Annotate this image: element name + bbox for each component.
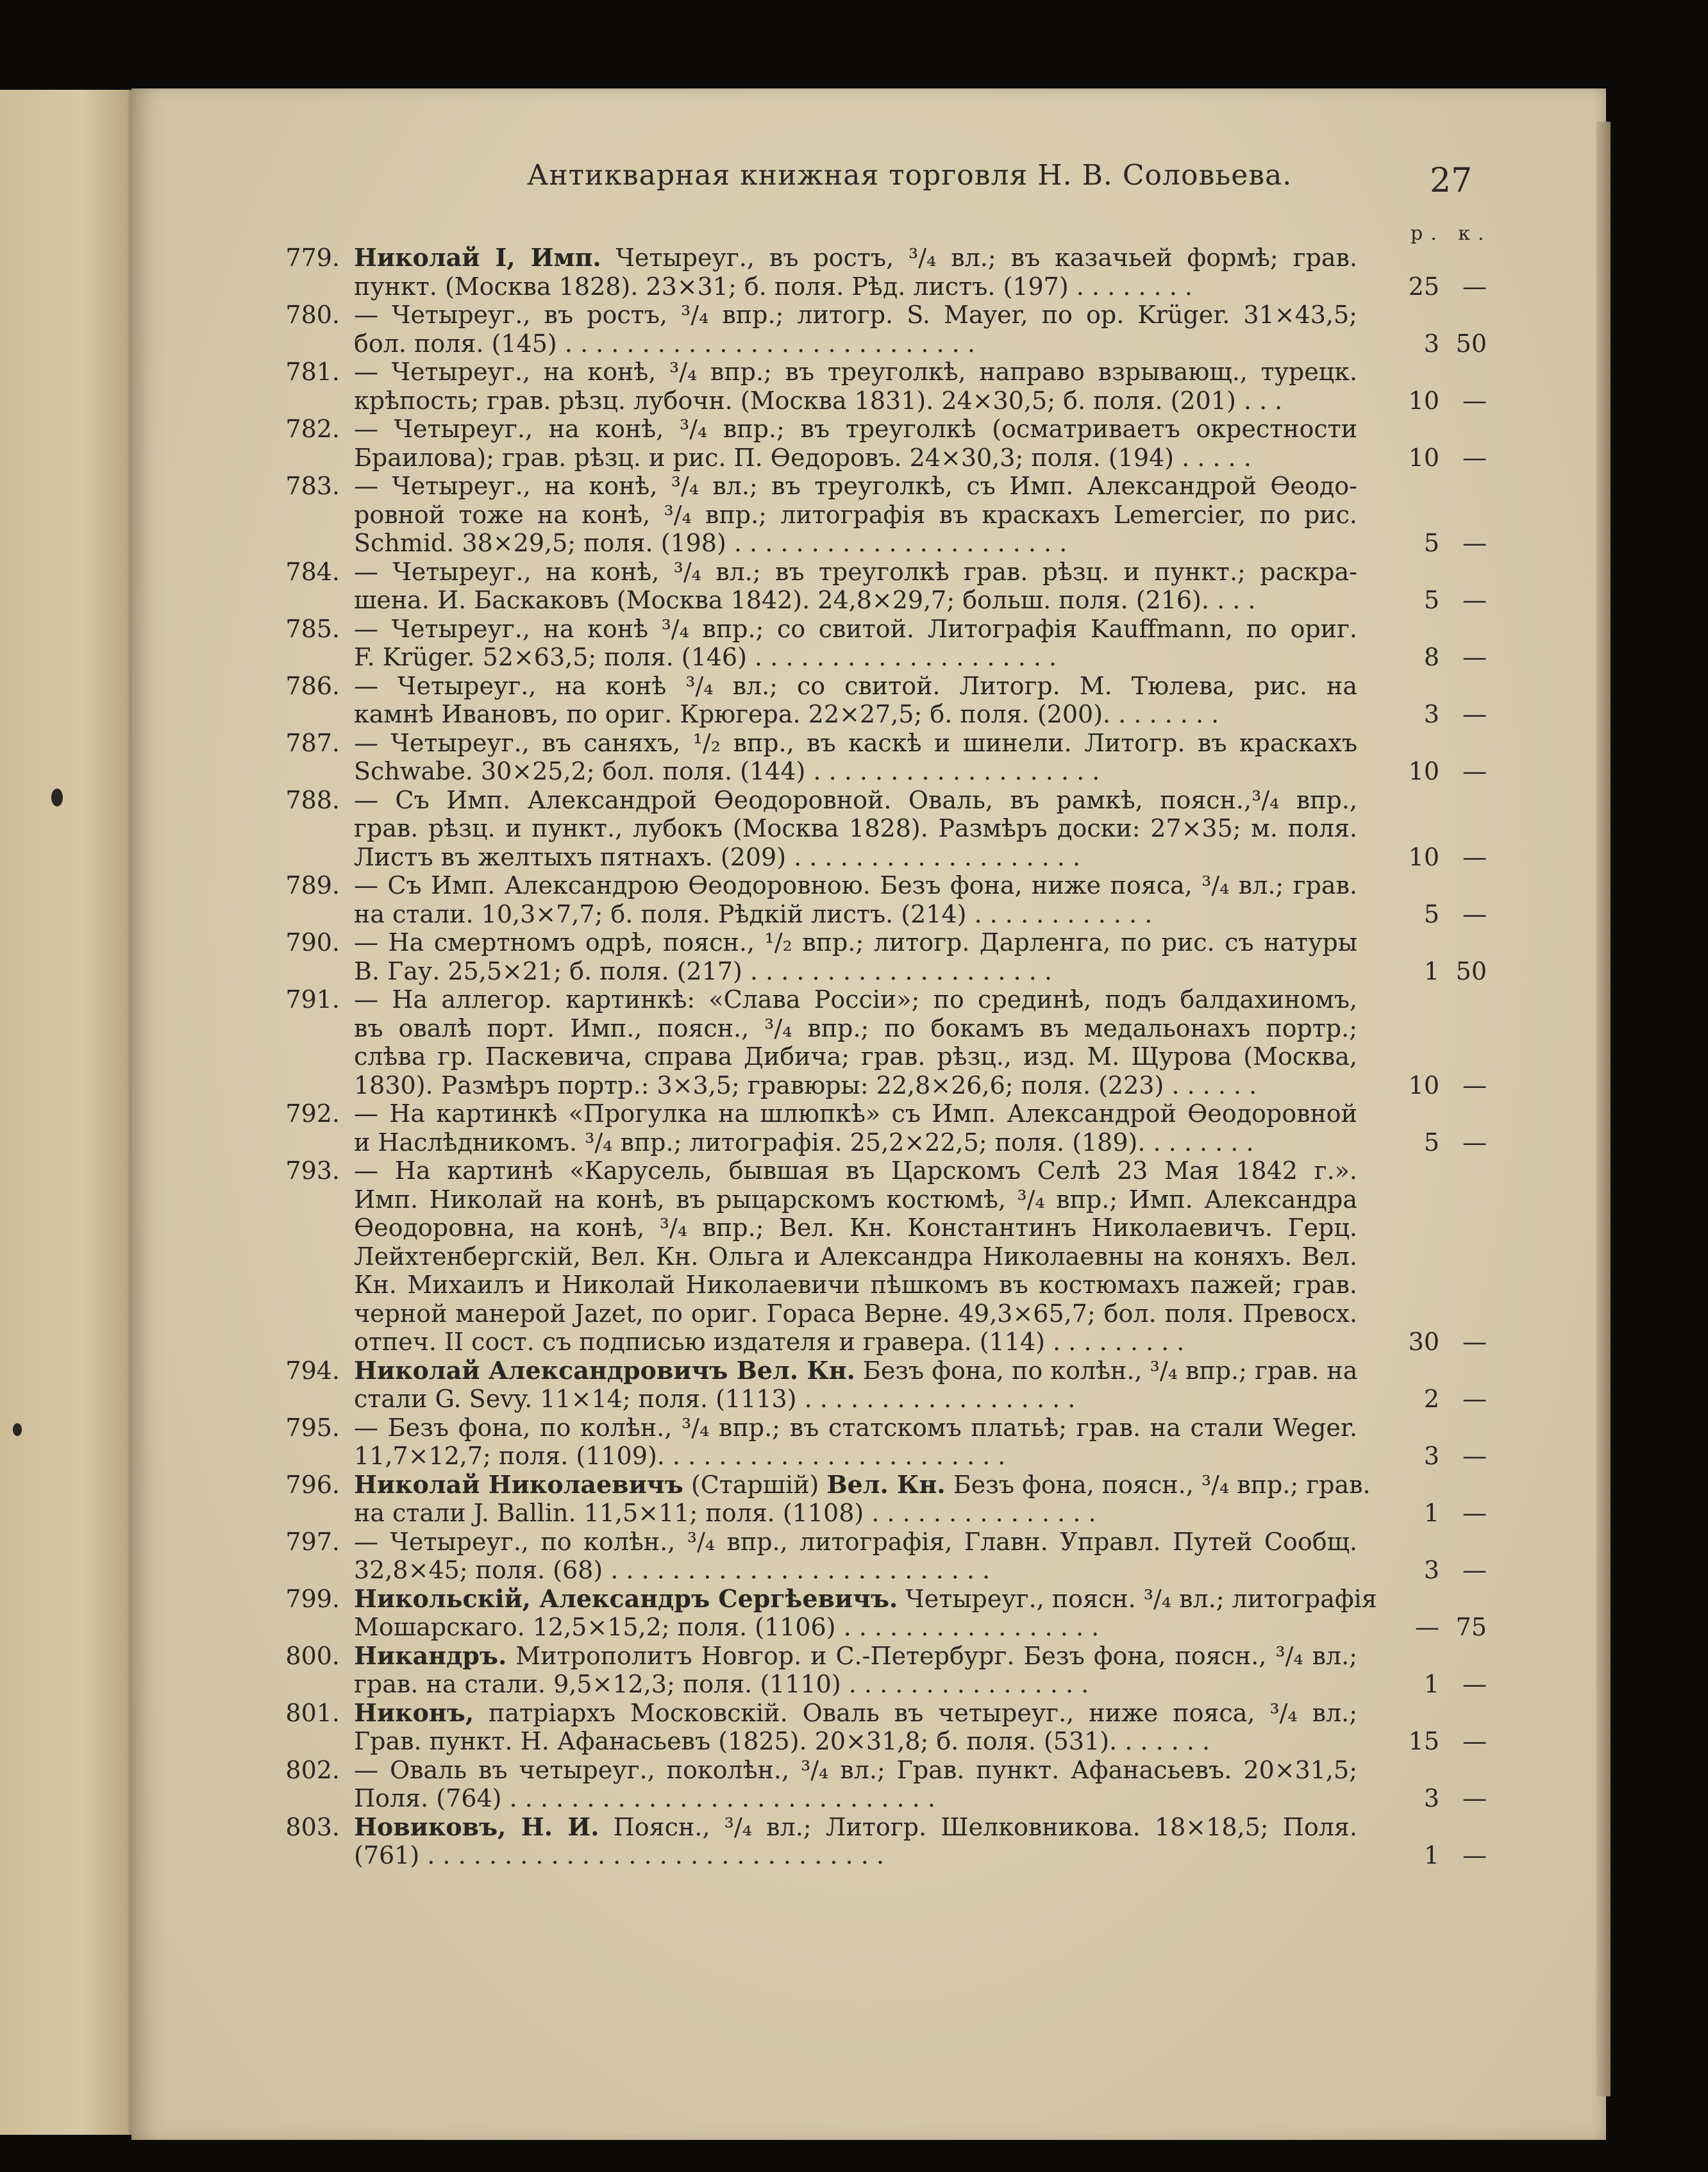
price-rubles: 3 [1423,1442,1439,1470]
price-rubles: — [1415,1613,1439,1641]
entry-price [1394,1727,1491,1756]
entry-line [276,1357,1468,1385]
entry-line [276,1299,1468,1328]
entry-price [1394,843,1491,872]
entry-text: Schwabe. 30×25,2; бол. поля. (144) . . . . . . . . . . . . . . . . . . . [354,757,1100,785]
catalog-entry [276,1812,1487,1870]
entry-line [276,928,1468,957]
entry-line [276,386,1487,415]
price-rubles: 10 [1408,1071,1439,1099]
entry-text: крѣпость; грав. рѣзц. лубочн. (Москва 1831). 24×30,5; б. поля. (201) . . . [354,386,1283,415]
entry-text: — Четыреуг., по колѣн., ³/₄ впр., литографія, Главн. Управл. Путей Сообщ. [354,1527,1357,1556]
price-rubles: 1 [1423,1670,1439,1698]
entry-number: 781. [285,358,340,386]
entry-line [276,1042,1468,1071]
entry-price [1394,387,1491,415]
entry-line [276,1670,1487,1699]
entry-text: 32,8×45; поля. (68) . . . . . . . . . . . . . . . . . . . . . . . . . [354,1556,991,1584]
entry-line [276,700,1487,729]
entry-text: — Четыреуг., на конѣ, ³/₄ впр.; въ треуголкѣ (осматриваетъ окрестности [354,415,1357,443]
entry-line [276,501,1468,530]
entry-line [276,985,1468,1014]
price-kopecks: — [1462,272,1487,301]
entry-price [1394,1071,1491,1100]
catalog-entry [276,1698,1487,1756]
entry-line [276,1442,1487,1471]
entry-text: ровной тоже на конѣ, ³/₄ впр.; литографія въ краскахъ Lemercier, по рис. [354,500,1357,529]
entry-number: 787. [285,728,340,757]
price-rubles: 5 [1423,1128,1439,1157]
entry-line [276,643,1487,672]
catalog-entry [276,1527,1487,1585]
price-kopecks: 50 [1455,957,1487,985]
price-rubles: 10 [1408,386,1439,415]
entry-text: — На аллегор. картинкѣ: «Слава Россіи»; по срединѣ, подъ балдахиномъ, [354,985,1357,1014]
entry-line [276,586,1487,615]
entry-price [1394,1613,1491,1642]
catalog-entry [276,1755,1487,1813]
price-rubles: 15 [1408,1727,1439,1755]
entry-line [276,871,1468,900]
entry-price [1394,586,1491,615]
entry-number: 785. [285,614,340,643]
entry-line [276,1471,1468,1500]
entry-number: 790. [285,928,340,957]
ink-spot [13,1423,22,1436]
catalog-entry [276,1355,1487,1414]
entry-price [1394,330,1491,358]
catalog-entry [276,785,1487,872]
page-number: 27 [1430,162,1473,200]
entry-text: Кн. Михаилъ и Николай Николаевичи пѣшкомъ въ костюмахъ пажей; грав. [354,1271,1357,1299]
price-rubles: 10 [1408,443,1439,472]
entry-text: — Безъ фона, по колѣн., ³/₄ впр.; въ статскомъ платьѣ; грав. на стали Weger. [354,1413,1357,1442]
entry-number: 792. [285,1099,340,1128]
entry-number: 789. [285,871,340,899]
entry-line [276,899,1487,929]
catalog-entry [276,557,1487,615]
catalog-entry [276,1583,1487,1642]
ink-spot [51,789,63,806]
price-kopecks: — [1462,899,1487,928]
entry-price [1394,1499,1491,1528]
price-rubles: 1 [1423,957,1439,985]
price-kopecks: — [1462,1727,1487,1755]
entry-text: — Четыреуг., на конѣ, ³/₄ впр.; въ треуголкѣ, направо взрывающ., турецк. [354,358,1357,386]
entry-text: — Съ Имп. Александрою Ѳеодоровною. Безъ фона, ниже пояса, ³/₄ вл.; грав. [354,871,1357,899]
entry-price [1394,1784,1491,1813]
running-header: Антикварная книжная торговля Н. В. Соловьева. [527,159,1293,192]
entry-price [1394,1128,1491,1157]
entry-number: 794. [285,1356,340,1385]
entry-price [1394,1442,1491,1471]
entry-text: В. Гау. 25,5×21; б. поля. (217) . . . . . . . . . . . . . . . . . . . . [354,957,1052,985]
entry-number: 802. [285,1755,340,1784]
entry-line [276,814,1468,843]
price-kopecks: — [1462,1071,1487,1099]
entry-text: пункт. (Москва 1828). 23×31; б. поля. Рѣд. листъ. (197) . . . . . . . . [354,272,1193,301]
price-kopecks: — [1462,1784,1487,1812]
price-kopecks: — [1462,443,1487,472]
catalog-entry [276,1099,1487,1157]
entry-number: 780. [285,301,340,329]
entry-text: Новиковъ, Н. И. Поясн., ³/₄ вл.; Литогр. Шелковникова. 18×18,5; Поля. [354,1812,1357,1841]
entry-line [276,1328,1487,1357]
entry-price [1394,1670,1491,1699]
entry-price [1394,1841,1491,1870]
entry-text: — На картинѣ «Карусель, бывшая въ Царскомъ Селѣ 23 Мая 1842 г.». [354,1157,1357,1185]
entry-price [1394,700,1491,729]
entry-number: 783. [285,472,340,500]
entry-price [1394,529,1491,558]
entry-text: Никонъ, патріархъ Московскій. Оваль въ четыреуг., ниже пояса, ³/₄ вл.; [354,1698,1357,1727]
entry-line [276,1499,1487,1528]
entry-line [276,1727,1487,1756]
entry-line [276,443,1487,472]
entry-line [276,672,1468,701]
entry-text: — На картинкѣ «Прогулка на шлюпкѣ» съ Имп. Александрой Ѳеодоровной [354,1099,1357,1128]
entry-text: Николай Николаевичъ (Старшій) Вел. Кн. Безъ фона, поясн., ³/₄ впр.; грав. [354,1469,1371,1499]
entry-text: на стали. 10,3×7,7; б. поля. Рѣдкій листъ. (214) . . . . . . . . . . . . [354,899,1153,928]
entry-line [276,1128,1487,1157]
price-rubles: 8 [1423,643,1439,671]
entry-text: 1830). Размѣръ портр.: 3×3,5; гравюры: 22,8×26,6; поля. (223) . . . . . . [354,1071,1257,1099]
entry-line [276,329,1487,358]
catalog-entry [276,1157,1487,1357]
entry-line [276,1214,1468,1242]
price-kopecks: — [1462,643,1487,671]
price-kopecks: — [1462,757,1487,785]
price-kopecks: — [1462,1385,1487,1413]
entry-price [1394,1328,1491,1357]
price-kopecks: — [1462,1328,1487,1356]
entry-line [276,1071,1487,1100]
entry-line [276,1699,1468,1728]
price-kopecks: — [1462,1128,1487,1157]
entry-text: Ѳеодоровна, на конѣ, ³/₄ впр.; Вел. Кн. Константинъ Николаевичъ. Герц. [354,1214,1357,1242]
price-kopecks: — [1462,586,1487,614]
entry-text: Лейхтенбергскій, Вел. Кн. Ольга и Александра Николаевны на коняхъ. Вел. [354,1242,1357,1271]
catalog-entry [276,415,1487,472]
price-rubles: 30 [1408,1328,1439,1356]
price-kopecks: — [1462,1556,1487,1584]
entry-text: Никольскій, Александръ Сергѣевичъ. Четыреуг., поясн. ³/₄ вл.; литографія [354,1583,1377,1613]
entry-text: (761) . . . . . . . . . . . . . . . . . . . . . . . . . . . . . . [354,1841,884,1869]
price-kopecks: — [1462,1670,1487,1698]
catalog-entry [276,358,1487,415]
entry-line [276,1528,1468,1557]
entry-line [276,415,1468,444]
catalog-entry [276,1413,1487,1471]
price-rubles: 3 [1423,700,1439,728]
entry-number: 800. [285,1641,340,1670]
catalog-entries [276,243,1487,1870]
entry-text: бол. поля. (145) . . . . . . . . . . . . . . . . . . . . . . . . . . . [354,329,975,358]
price-rubles: 5 [1423,899,1439,928]
entry-line [276,1414,1468,1442]
price-rubles: 3 [1423,1556,1439,1584]
entry-text: на стали J. Ballin. 11,5×11; поля. (1108) . . . . . . . . . . . . . . . [354,1499,1096,1527]
entry-line [276,1585,1468,1614]
entry-line [276,1841,1487,1870]
entry-line [276,1099,1468,1128]
price-rubles: 25 [1408,272,1439,301]
price-rubles: 10 [1408,757,1439,785]
entry-line [276,558,1468,587]
entry-text: Николай I, Имп. Четыреуг., въ ростъ, ³/₄ вл.; въ казачьей формѣ; грав. [354,243,1357,272]
entry-number: 786. [285,671,340,700]
entry-text: и Наслѣдникомъ. ³/₄ впр.; литографія. 25,2×22,5; поля. (189). . . . . . . . [354,1128,1254,1157]
price-kopecks: 50 [1455,329,1487,358]
entry-text: — Четыреуг., въ саняхъ, ¹/₂ впр., въ каскѣ и шинели. Литогр. въ краскахъ [354,728,1357,757]
price-rubles: 5 [1423,529,1439,557]
entry-number: 795. [285,1413,340,1442]
entry-price [1394,757,1491,786]
entry-line [276,1157,1468,1185]
entry-line [276,301,1468,330]
entry-text: Грав. пункт. Н. Афанасьевъ (1825). 20×31,8; б. поля. (531). . . . . . . [354,1727,1210,1755]
left-page-edge [0,90,138,2135]
entry-line [276,786,1468,815]
entry-price [1394,1385,1491,1414]
price-rubles: 2 [1423,1385,1439,1413]
entry-line [276,1784,1487,1813]
price-kopecks: — [1462,700,1487,728]
entry-line [276,272,1487,301]
currency-column-header: р. к. [1411,222,1492,245]
entry-price [1394,272,1491,301]
entry-text: — Четыреуг., на конѣ ³/₄ впр.; со свитой. Литографія Kauffmann, по ориг. [354,614,1357,643]
entry-text: грав. рѣзц. и пункт., лубокъ (Москва 1828). Размѣръ доски: 27×35; м. поля. [354,814,1357,842]
entry-text: 11,7×12,7; поля. (1109). . . . . . . . . . . . . . . . . . . . . . . [354,1442,1006,1470]
price-rubles: 5 [1423,586,1439,614]
catalog-entry [276,614,1487,672]
entry-text: Поля. (764) . . . . . . . . . . . . . . . . . . . . . . . . . . . . [354,1784,935,1812]
entry-number: 782. [285,415,340,443]
entry-text: — Четыреуг., въ ростъ, ³/₄ впр.; литогр. S. Mayer, по ор. Krüger. 31×43,5; [354,301,1357,329]
entry-line [276,1756,1468,1785]
entry-text: грав. на стали. 9,5×12,3; поля. (1110) . . . . . . . . . . . . . . . . [354,1670,1089,1698]
entry-line [276,1185,1468,1214]
price-kopecks: — [1462,842,1487,871]
entry-text: черной манерой Jazet, по ориг. Гораса Верне. 49,3×65,7; бол. поля. Превосх. [354,1299,1357,1328]
entry-line [276,1014,1468,1043]
entry-number: 803. [285,1812,340,1841]
entry-line [276,729,1468,758]
entry-price [1394,1556,1491,1585]
catalog-entry [276,301,1487,358]
page-edge-shadow [1596,122,1611,2096]
entry-text: стали G. Sevy. 11×14; поля. (1113) . . . . . . . . . . . . . . . . . . [354,1385,1076,1413]
price-rubles: 3 [1423,329,1439,358]
entry-line [276,472,1468,501]
entry-text: Николай Александровичъ Вел. Кн. Безъ фона, по колѣн., ³/₄ впр.; грав. на [354,1355,1358,1385]
entry-line [276,358,1468,387]
price-kopecks: 75 [1455,1613,1487,1641]
price-kopecks: — [1462,1841,1487,1869]
entry-text: въ овалѣ порт. Имп., поясн., ³/₄ впр.; по бокамъ въ медальонахъ портр.; [354,1014,1357,1042]
entry-number: 799. [285,1584,340,1613]
entry-text: отпеч. II сост. съ подписью издателя и гравера. (114) . . . . . . . . . [354,1328,1185,1356]
entry-text: — Оваль въ четыреуг., поколѣн., ³/₄ вл.; Грав. пункт. Афанасьевъ. 20×31,5; [354,1755,1357,1784]
entry-text: — Съ Имп. Александрой Ѳеодоровной. Оваль, въ рамкѣ, поясн.,³/₄ впр., [354,785,1357,814]
entry-line [276,1642,1468,1671]
entry-text: Браилова); грав. рѣзц. и рис. П. Ѳедоровъ. 24×30,3; поля. (194) . . . . . [354,443,1252,472]
entry-line [276,615,1468,644]
catalog-entry [276,728,1487,786]
entry-line [276,529,1487,558]
price-rubles: 1 [1423,1841,1439,1869]
catalog-entry [276,928,1487,985]
entry-price [1394,643,1491,672]
price-rubles: 3 [1423,1784,1439,1812]
entry-number: 779. [285,244,340,272]
entry-text: Никандръ. Митрополитъ Новгор. и С.-Петербург. Безъ фона, поясн., ³/₄ вл.; [354,1641,1357,1670]
entry-text: камнѣ Ивановъ, по ориг. Крюгера. 22×27,5; б. поля. (200). . . . . . . . [354,700,1219,728]
catalog-entry [276,985,1487,1099]
catalog-entry [276,1641,1487,1699]
entry-number: 784. [285,557,340,586]
entry-text: Мошарскаго. 12,5×15,2; поля. (1106) . . . . . . . . . . . . . . . . . [354,1613,1100,1641]
catalog-entry [276,472,1487,558]
catalog-entry [276,671,1487,729]
catalog-entry [276,1469,1487,1528]
entry-number: 796. [285,1470,340,1499]
entry-text: — Четыреуг., на конѣ ³/₄ вл.; со свитой. Литогр. М. Тюлева, рис. на [354,671,1357,700]
entry-line [276,957,1487,986]
entry-line [276,1385,1487,1414]
entry-number: 791. [285,985,340,1014]
entry-price [1394,900,1491,929]
price-rubles: 1 [1423,1499,1439,1527]
entry-line [276,757,1487,786]
price-rubles: 10 [1408,842,1439,871]
entry-text: Имп. Николай на конѣ, въ рыцарскомъ костюмѣ, ³/₄ впр.; Имп. Александра [354,1185,1357,1214]
entry-text: слѣва гр. Паскевича, справа Дибича; грав. рѣзц., изд. М. Щурова (Москва, [354,1042,1357,1071]
catalog-entry [276,871,1487,928]
price-kopecks: — [1462,1499,1487,1527]
entry-number: 793. [285,1157,340,1185]
entry-price [1394,957,1491,986]
entry-number: 797. [285,1527,340,1556]
entry-text: шена. И. Баскаковъ (Москва 1842). 24,8×29,7; больш. поля. (216). . . . [354,586,1256,614]
entry-line [276,1613,1487,1642]
entry-price [1394,444,1491,472]
entry-line [276,1271,1468,1299]
entry-number: 788. [285,785,340,814]
entry-text: Листъ въ желтыхъ пятнахъ. (209) . . . . . . . . . . . . . . . . . . . [354,842,1081,871]
entry-line [276,1813,1468,1842]
entry-text: Schmid. 38×29,5; поля. (198) . . . . . . . . . . . . . . . . . . . . . . [354,529,1068,557]
price-kopecks: — [1462,386,1487,415]
entry-text: — Четыреуг., на конѣ, ³/₄ вл.; въ треуголкѣ грав. рѣзц. и пункт.; раскра- [354,557,1357,586]
entry-line [276,842,1487,872]
price-kopecks: — [1462,529,1487,557]
entry-text: F. Krüger. 52×63,5; поля. (146) . . . . . . . . . . . . . . . . . . . . [354,643,1057,671]
entry-line [276,1556,1487,1585]
entry-line [276,1242,1468,1271]
entry-text: — Четыреуг., на конѣ, ³/₄ вл.; въ треуголкѣ, съ Имп. Александрой Ѳеодо- [354,472,1357,500]
entry-text: — На смертномъ одрѣ, поясн., ¹/₂ впр.; литогр. Дарленга, по рис. съ натуры [354,928,1357,957]
entry-number: 801. [285,1698,340,1727]
entry-line [276,244,1468,272]
catalog-entry [276,243,1487,301]
price-kopecks: — [1462,1442,1487,1470]
